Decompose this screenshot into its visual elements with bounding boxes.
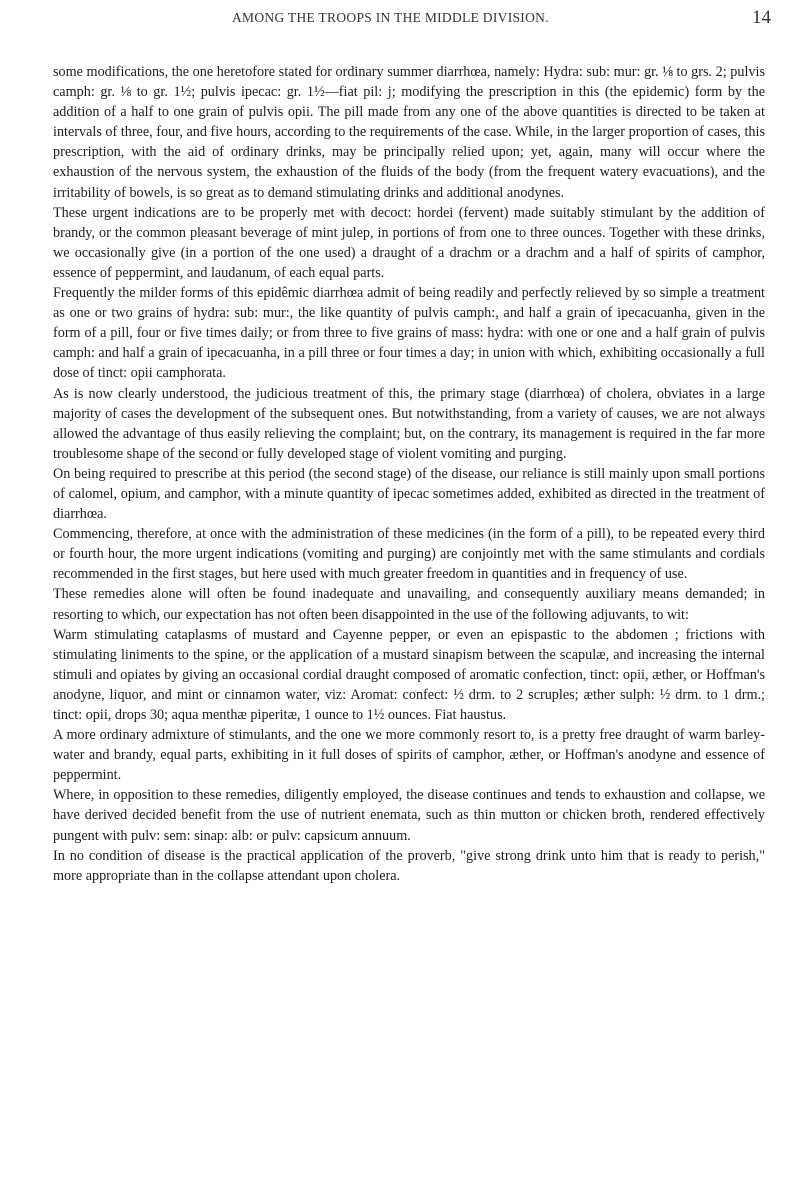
- running-title: AMONG THE TROOPS IN THE MIDDLE DIVISION.: [232, 10, 549, 25]
- paragraph-7: These remedies alone will often be found inadequate and unavailing, and consequently auxiliary means demanded; in resorting to which, our expectation has not often been disappointed in the use of the following adjuvants, to wit:: [53, 586, 765, 623]
- running-head: [0, 7, 800, 32]
- paragraph-10: Where, in opposition to these remedies, diligently employed, the disease continues and tends to exhaustion and collapse, we have derived decided benefit from the use of nutrient enemata, such as thin mutton or chicken broth, rendered effectively pungent with pulv: sem: sinap: alb: or pulv: capsicum annuum.: [53, 787, 765, 844]
- paragraph-5: On being required to prescribe at this period (the second stage) of the disease, our reliance is still mainly upon small portions of calomel, opium, and camphor, with a minute quantity of ipecac sometimes added, exhibited as directed in the treatment of diarrhœa.: [53, 465, 765, 523]
- paragraph-9: A more ordinary admixture of stimulants, and the one we more commonly resort to, is a pretty free draught of warm barley-water and brandy, equal parts, exhibiting in it full doses of spirits of camphor, æther, or Hoffman's anodyne and essence of peppermint.: [53, 727, 765, 784]
- paragraph-11: In no condition of disease is the practical application of the proverb, "give strong drink unto him that is ready to perish," more appropriate than in the collapse attendant upon cholera.: [53, 847, 765, 884]
- page-number: 14: [752, 7, 771, 28]
- paragraph-4: As is now clearly understood, the judicious treatment of this, the primary stage (diarrhœa) of cholera, obviates in a large majority of cases the development of the subsequent ones. But notwithstanding, from a variety of causes, we are not always allowed the advantage of thus easily relieving the complaint; but, on the contrary, its management is required in the far more troublesome shape of the second or fully developed stage of violent vomiting and purging.: [53, 385, 765, 462]
- paragraph-2: These urgent indications are to be properly met with decoct: hordei (fervent) made suitably stimulant by the addition of brandy, or the common pleasant beverage of mint julep, in portions of from one to three ounces. Together with these drinks, we occasionally give (in a portion of the one used) a draught of a drachm or a drachm and a half of spirits of camphor, essence of peppermint, and laudanum, of each equal parts.: [53, 204, 765, 281]
- paragraph-1: some modifications, the one heretofore stated for ordinary summer diarrhœa, namely: Hydra: sub: mur: gr. ⅛ to grs. 2; pulvis camph: gr. ⅛ to gr. 1½; pulvis ipecac: gr. 1½—fiat pil: j; modifying the prescription in this (the epidemic) form by the addition of a half to one grain of pulvis opii. The pill made from any one of the above quantities is directed to be taken at intervals of three, four, and five hours, according to the requirements of the case. While, in the larger proportion of cases, this prescription, with the aid of ordinary drinks, may be principally relied upon; yet, again, many will occur where the exhaustion of the nervous system, the exhaustion of the fluids of the body (from the frequent watery evacuations), and the irritability of bowels, is so great as to demand stimulating drinks and additional anodynes.: [53, 64, 765, 201]
- paragraph-8: Warm stimulating cataplasms of mustard and Cayenne pepper, or even an epispastic to the abdomen ; frictions with stimulating liniments to the spine, or the application of a mustard sinapism between the scapulæ, and increasing the internal stimuli and opiates by giving an occasional cordial draught composed of aromatic confection, tinct: opii, æther, or Hoffman's anodyne, liquor, and mint or cinnamon water, viz: Aromat: confect: ½ drm. to 2 scruples; æther sulph: ½ drm. to 1 drm.; tinct: opii, drops 30; aqua menthæ piperitæ, 1 ounce to 1½ ounces. Fiat haustus.: [53, 626, 765, 723]
- paragraph-6: Commencing, therefore, at once with the administration of these medicines (in the form of a pill), to be repeated every third or fourth hour, the more urgent indications (vomiting and purging) are conjointly met with the same stimulants and cordials recommended in the first stages, but here used with much greater freedom in quantities and in frequency of use.: [53, 526, 765, 583]
- paragraph-3: Frequently the milder forms of this epidêmic diarrhœa admit of being readily and perfectly relieved by so simple a treatment as one or two grains of hydra: sub: mur:, the like quantity of pulvis camph:, and half a grain of ipecacuanha, given in the form of a pill, four or five times daily; or from three to five grains of mass: hydra: with one or one and a half grain of pulvis camph: and half a grain of ipecacuanha, in a pill three or four times a day; in union with which, exhibiting occasionally a full dose of tinct: opii camphorata.: [53, 285, 765, 382]
- text-body: [53, 62, 765, 886]
